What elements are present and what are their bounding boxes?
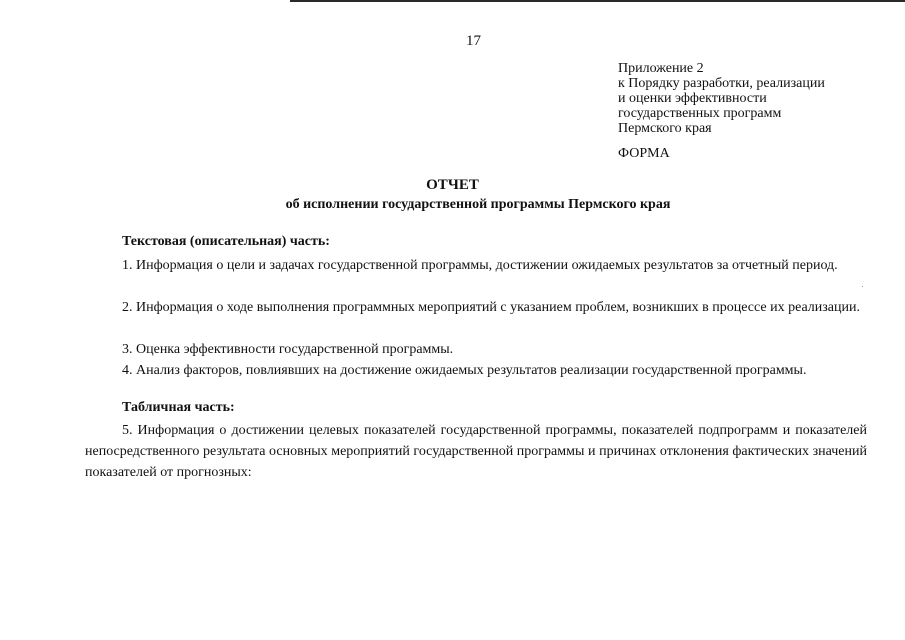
appendix-block [618,61,825,136]
form-label: ФОРМА [618,146,670,161]
scan-speck [862,286,863,287]
scan-edge-line [290,0,905,2]
table-item-5: 5. Информация о достижении целевых показателей государственной программы, показателей подпрограмм и показателей непосредственного результата основных мероприятий государственной программы и причинах отклонения фактических значений показателей от прогнозных: [85,423,867,480]
document-subtitle: об исполнении государственной программы Пермского края [285,197,671,212]
text-item-4: 4. Анализ факторов, повлиявших на достижение ожидаемых результатов реализации государственной программы. [122,363,807,378]
table-section-heading: Табличная часть: [122,400,235,415]
appendix-line: к Порядку разработки, реализации [618,76,825,91]
appendix-line: Пермского края [618,121,712,136]
text-item-1: 1. Информация о цели и задачах государственной программы, достижении ожидаемых результатов за отчетный период. [122,258,838,273]
appendix-line: Приложение 2 [618,61,704,76]
text-item-3: 3. Оценка эффективности государственной программы. [122,342,454,357]
page-number: 17 [466,33,481,49]
appendix-line: и оценки эффективности [618,91,767,106]
text-item-2: 2. Информация о ходе выполнения программных мероприятий с указанием проблем, возникших в процессе их реализации. [122,300,861,315]
text-section-heading: Текстовая (описательная) часть: [122,234,330,249]
appendix-line: государственных программ [618,106,782,121]
document-title: ОТЧЕТ [426,177,479,193]
